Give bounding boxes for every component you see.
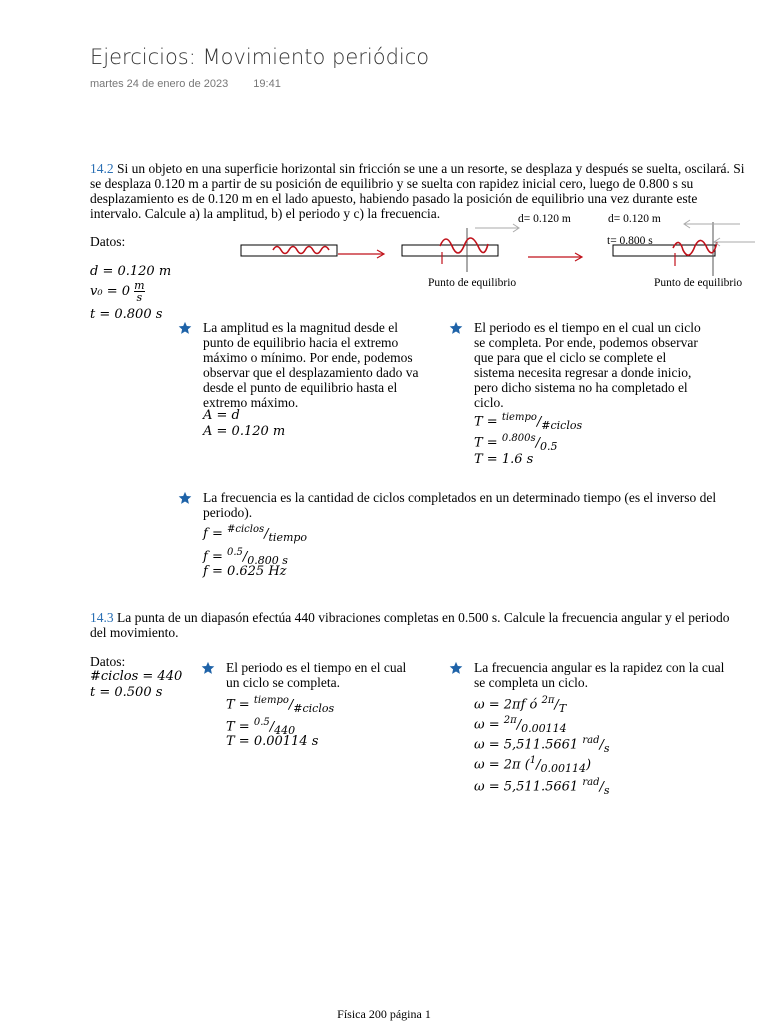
p2-period-l2: un ciclo se completa.: [226, 675, 340, 690]
period-l5: pero dicho sistema no ha completado el: [474, 380, 688, 395]
page-title: Ejercicios: Movimiento periódico: [90, 45, 430, 69]
p2-period-eq1-lhs: T =: [226, 697, 250, 713]
diagram-label-d2: d= 0.120 m: [608, 213, 661, 225]
angular-eq1-lhs: ω = 2πf ó: [474, 697, 538, 713]
frequency-eq1-num: #ciclos: [226, 524, 265, 535]
period-eq2-lhs: T =: [474, 435, 498, 451]
star-icon: [449, 661, 463, 675]
diagram-eq-label-2: Punto de equilibrio: [654, 277, 743, 289]
angular-eq4-close: ): [586, 757, 592, 773]
problem1-number: 14.2: [90, 161, 114, 176]
amplitude-eq1: A = d: [203, 408, 240, 423]
problem2-datos-label: Datos:: [90, 654, 126, 669]
p2-period-eq1: $T = ^{tiempo}/_{\#ciclos}$: [226, 695, 335, 715]
v0-num: m: [134, 279, 145, 292]
problem2-datos-t: t = 0.500 s: [90, 685, 163, 700]
problem1-line3: desplazamiento es de 0.120 m en el lado apuesto, habiendo pasado la posición de equilibrio una vez durante este: [90, 191, 698, 206]
star-icon: [178, 491, 192, 505]
angular-eq1-den: T: [558, 701, 567, 715]
angular-eq2-num: 2π: [503, 715, 517, 726]
spring-block-2: [402, 245, 498, 256]
star-icon: [449, 321, 463, 335]
star-icon: [201, 661, 215, 675]
period-eq1: $T = ^{tiempo}/_{\#ciclos}$: [474, 412, 583, 432]
p2-period-eq2: $T = ^{0.5}/_{440}$: [226, 717, 296, 737]
problem1-line2: se desplaza 0.120 m a partir de su posición de equilibrio y se suelta con rapidez inicial cero, luego de 0.800 s su: [90, 176, 694, 191]
problem1-datos-v0: [90, 280, 145, 303]
problem1-line4: intervalo. Calcule a) la amplitud, b) el periodo y c) la frecuencia.: [90, 206, 441, 221]
v0-fraction: [134, 280, 144, 303]
diagram-label-t: t= 0.800 s: [607, 235, 653, 247]
frequency-eq3: f = 0.625 Hz: [203, 564, 287, 579]
amplitude-l2: punto de equilibrio hacia el extremo: [203, 335, 399, 350]
angular-eq2: $\omega = ^{2\pi}/_{0.00114}$: [474, 715, 567, 735]
problem2-line2: del movimiento.: [90, 625, 179, 640]
frequency-eq1-den: tiempo: [268, 530, 308, 544]
angular-l2: se completa un ciclo.: [474, 675, 588, 690]
period-eq2-den: 0.5: [540, 439, 558, 453]
amplitude-l6: extremo máximo.: [203, 395, 299, 410]
amplitude-l1: La amplitud es la magnitud desde el: [203, 320, 398, 335]
problem2-number: 14.3: [90, 610, 114, 625]
period-eq1-num: tiempo: [501, 412, 537, 423]
problem2-datos-c: #ciclos = 440: [90, 669, 183, 684]
angular-eq3: ω = 5,511.5661 $^{rad}/_s$: [474, 735, 610, 755]
frequency-eq1-lhs: f =: [203, 526, 223, 542]
period-l3: que para que el ciclo se complete el: [474, 350, 667, 365]
v0-lhs: v₀ = 0: [90, 284, 130, 299]
diagram-label-d1: d= 0.120 m: [518, 213, 571, 225]
angular-eq3-lhs: ω = 5,511.5661: [474, 737, 579, 753]
p2-period-eq2-lhs: T =: [226, 719, 250, 735]
angular-l1: La frecuencia angular es la rapidez con la cual: [474, 660, 725, 675]
period-eq2-num: 0.800s: [501, 433, 536, 444]
amplitude-l5: desde el punto de equilibrio hasta el: [203, 380, 398, 395]
star-icon: [178, 321, 192, 335]
angular-eq5-num: rad: [582, 777, 600, 788]
p2-period-explanation: [226, 660, 436, 690]
p2-period-eq2-den: 440: [274, 723, 296, 737]
frequency-eq2-num: 0.5: [226, 547, 243, 558]
angular-eq4: ω = 2π $(^1/_{0.00114})$: [474, 755, 592, 775]
p2-period-eq3: T = 0.00114 s: [226, 734, 319, 749]
frequency-explanation: [203, 490, 763, 520]
angular-eq1: ω = 2πf ó $^{2\pi}/_T$: [474, 695, 567, 715]
angular-eq5-lhs: ω = 5,511.5661: [474, 779, 579, 795]
p2-period-eq1-den: #ciclos: [293, 701, 335, 715]
p2-period-l1: El periodo es el tiempo en el cual: [226, 660, 407, 675]
spring-coil-1: [273, 247, 329, 254]
period-explanation: [474, 320, 734, 410]
frequency-eq2-lhs: f =: [203, 549, 223, 565]
diagram-eq-label-1: Punto de equilibrio: [428, 277, 517, 289]
v0-den: s: [136, 291, 143, 304]
angular-eq3-den: s: [603, 741, 610, 755]
problem1-line1: Si un objeto en una superficie horizontal sin fricción se une a un resorte, se desplaza y después se suelta, oscilará. Si: [117, 161, 745, 176]
angular-eq4-den: 0.00114: [540, 761, 587, 775]
frequency-l2: periodo).: [203, 505, 253, 520]
frequency-eq2: $f = ^{0.5}/_{0.800 s}$: [203, 547, 288, 567]
amplitude-explanation: [203, 320, 443, 410]
angular-eq4-lhs: ω = 2π (: [474, 757, 530, 773]
problem1-datos-t: t = 0.800 s: [90, 307, 163, 322]
frequency-l1: La frecuencia es la cantidad de ciclos completados en un determinado tiempo (es el inverso del: [203, 490, 717, 505]
problem1-datos-label: Datos:: [90, 234, 126, 249]
period-eq1-den: #ciclos: [541, 418, 583, 432]
angular-eq3-num: rad: [582, 735, 600, 746]
problem2-statement: [90, 610, 765, 640]
angular-eq2-den: 0.00114: [521, 721, 567, 735]
angular-eq4-num: 1: [529, 755, 537, 766]
page-meta: [90, 78, 303, 90]
period-eq1-lhs: T =: [474, 414, 498, 430]
page-date: martes 24 de enero de 2023: [90, 78, 229, 90]
p2-period-eq2-num: 0.5: [253, 717, 270, 728]
page-footer: Física 200 página 1: [337, 1007, 431, 1021]
period-l4: sistema necesita regresar a donde inicio,: [474, 365, 692, 380]
period-l2: se completa. Por ende, podemos observar: [474, 335, 698, 350]
angular-eq5: ω = 5,511.5661 $^{rad}/_s$: [474, 777, 610, 797]
angular-explanation: [474, 660, 759, 690]
p2-period-eq1-num: tiempo: [253, 695, 289, 706]
period-eq2: $T = ^{0.800s}/_{0.5}$: [474, 433, 558, 453]
period-l1: El periodo es el tiempo en el cual un ciclo: [474, 320, 701, 335]
angular-eq1-num: 2π: [541, 695, 555, 706]
page-time: 19:41: [253, 78, 281, 90]
amplitude-l4: observar que el desplazamiento dado va: [203, 365, 419, 380]
problem2-line1: La punta de un diapasón efectúa 440 vibraciones completas en 0.500 s. Calcule la frecuencia angular y el periodo: [117, 610, 730, 625]
period-l6: ciclo.: [474, 395, 504, 410]
spring-coil-3: [673, 240, 717, 255]
amplitude-l3: máximo o mínimo. Por ende, podemos: [203, 350, 413, 365]
angular-eq2-lhs: ω =: [474, 717, 500, 733]
period-eq3: T = 1.6 s: [474, 452, 534, 467]
frequency-eq2-den: 0.800 s: [247, 553, 288, 567]
frequency-eq1: $f = ^{\#ciclos}/_{tiempo}$: [203, 524, 308, 544]
angular-eq5-den: s: [603, 783, 610, 797]
problem1-datos-d: d = 0.120 m: [90, 264, 172, 279]
amplitude-eq2: A = 0.120 m: [203, 424, 286, 439]
